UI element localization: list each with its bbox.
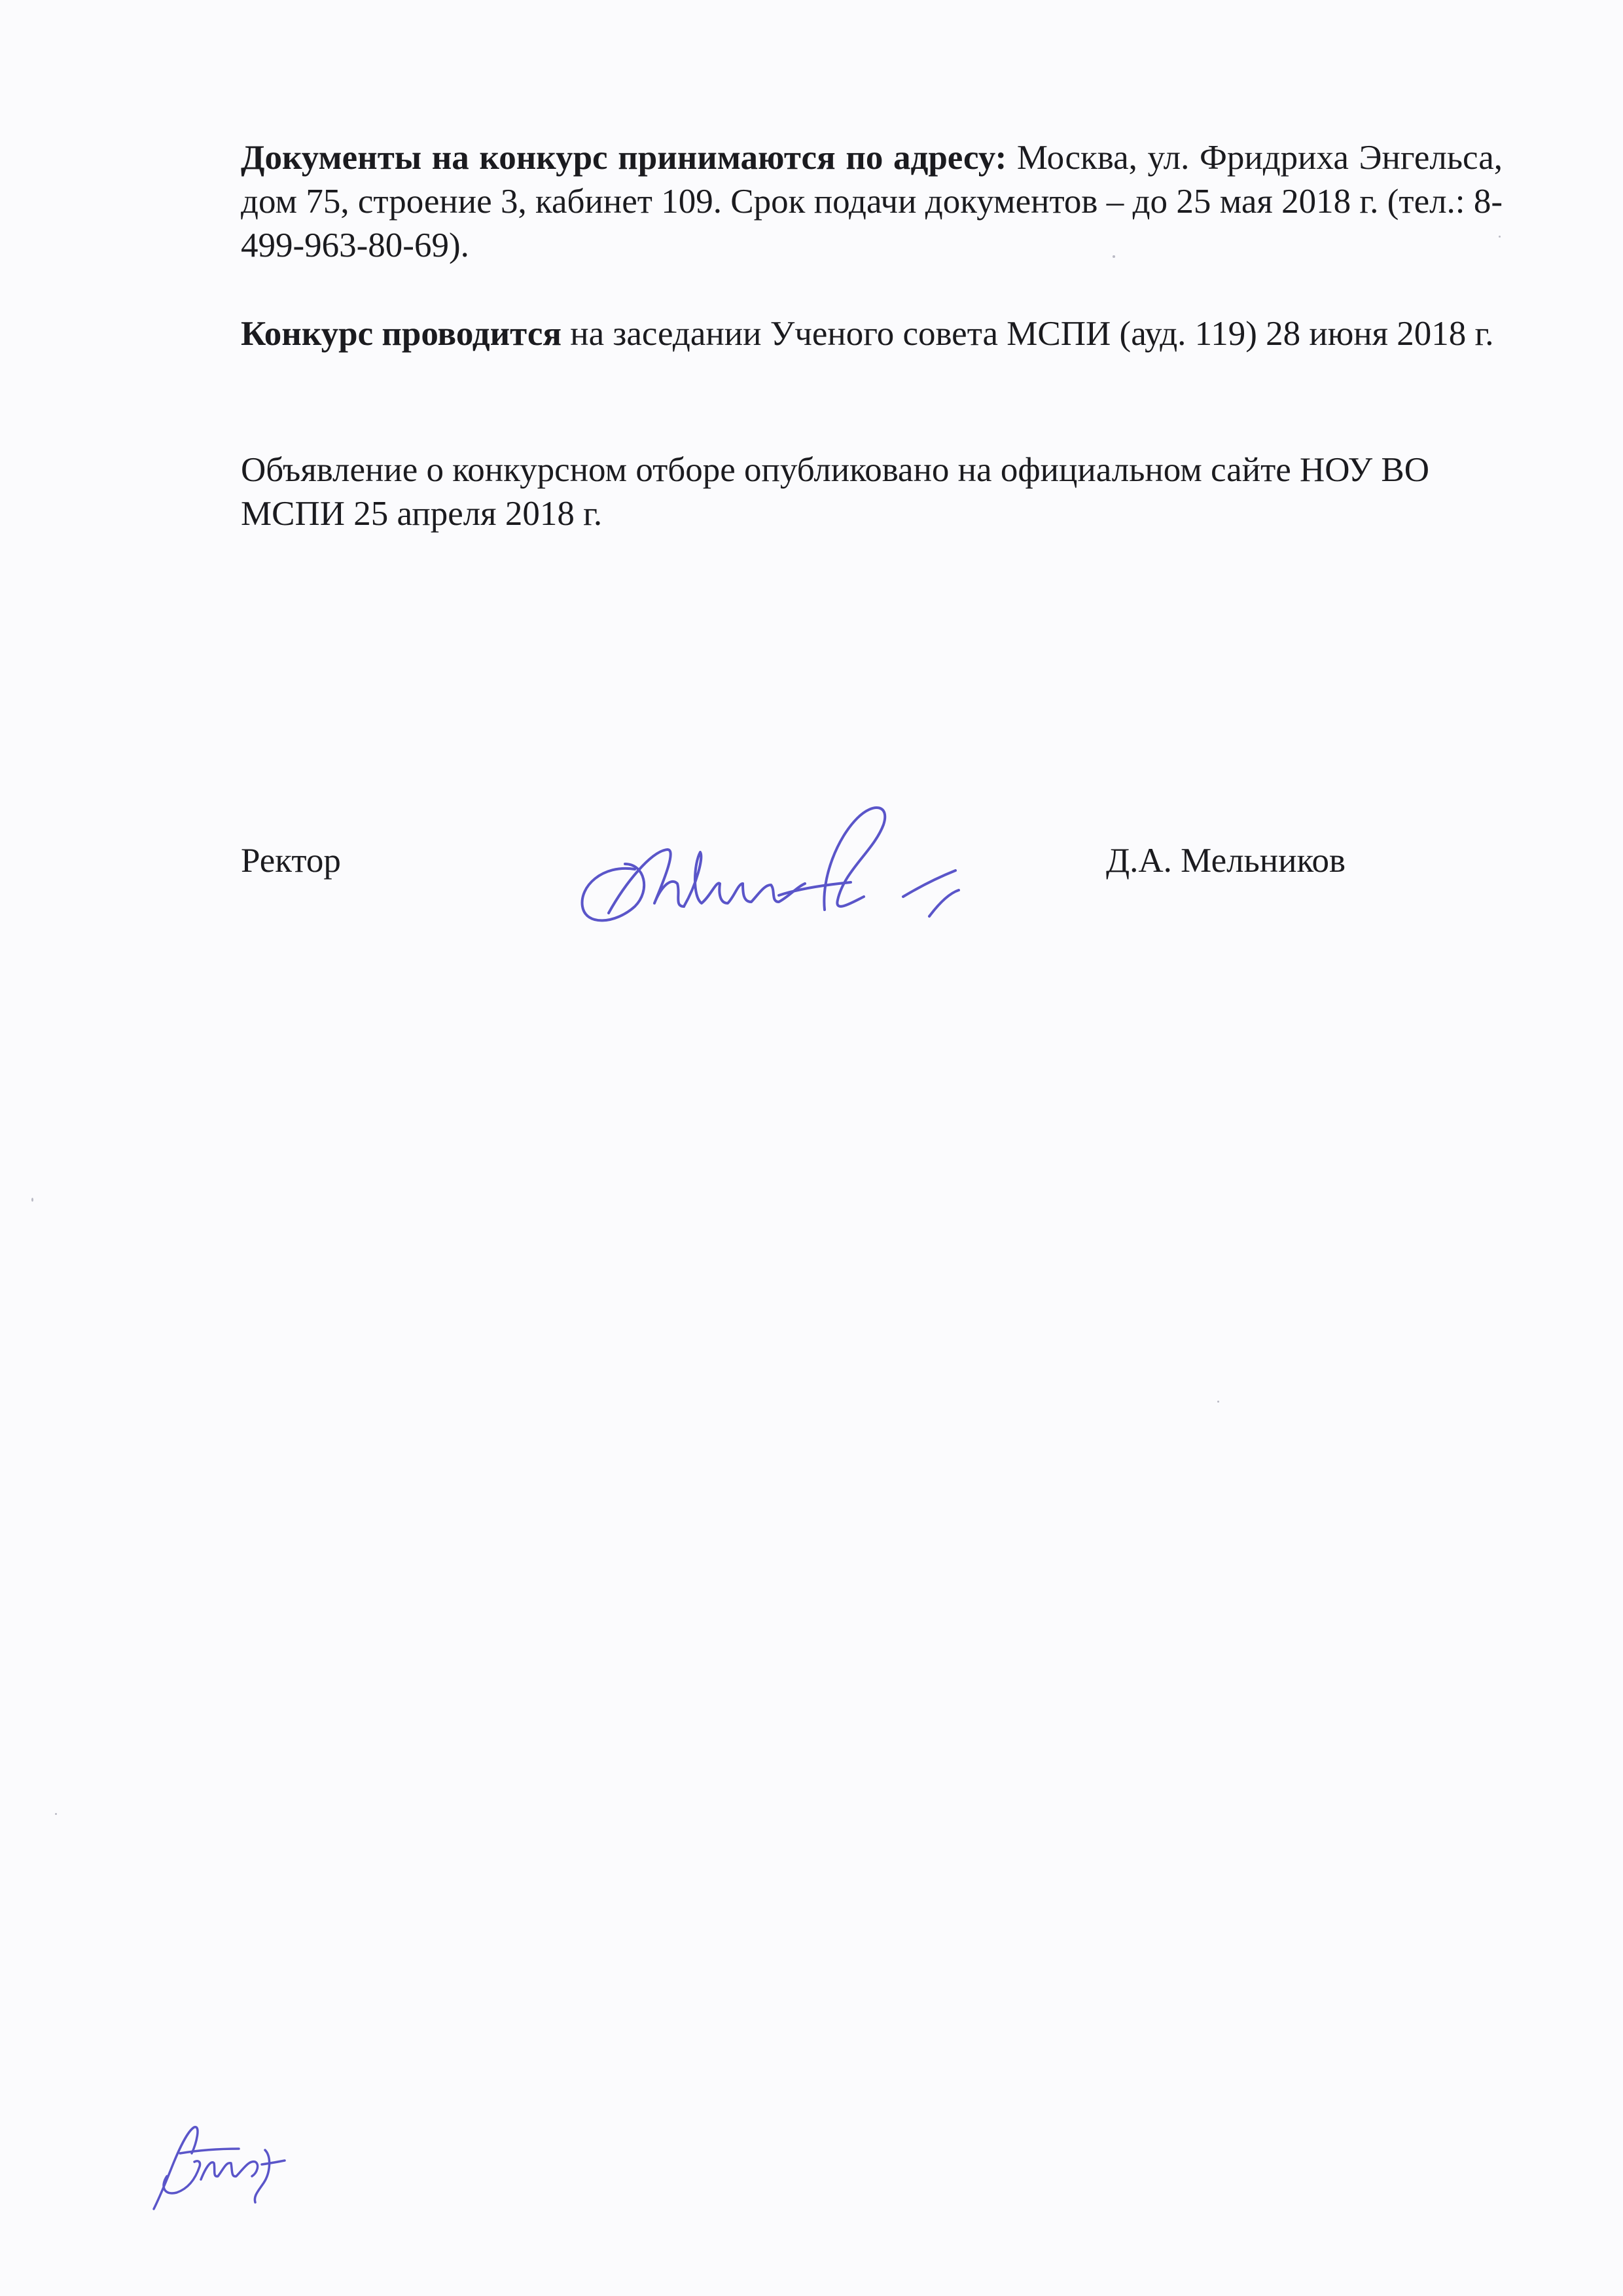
documents-submission-paragraph <box>241 136 1503 268</box>
rector-signature <box>563 772 1021 942</box>
scan-speck <box>1499 236 1501 238</box>
contest-text: на заседании Ученого совета МСПИ (ауд. 119) 28 июня 2018 г. <box>562 315 1494 353</box>
signature-stroke <box>903 870 955 897</box>
scan-speck <box>31 1198 33 1202</box>
signature-stroke <box>582 864 645 920</box>
contest-paragraph <box>241 312 1503 356</box>
signature-stroke <box>929 890 959 916</box>
initials-stroke <box>164 2161 200 2193</box>
rector-title: Ректор <box>241 842 341 880</box>
initials-stroke <box>255 2150 269 2202</box>
initials-stroke <box>154 2127 198 2209</box>
rector-name: Д.А. Мельников <box>1106 842 1346 880</box>
initials-stroke <box>180 2149 239 2153</box>
scan-speck <box>55 1813 57 1815</box>
initials-stroke <box>262 2161 285 2164</box>
scan-speck <box>1217 1401 1219 1403</box>
signature-stroke <box>684 852 805 906</box>
announcement-text: Объявление о конкурсном отборе опубликовано на официальном сайте НОУ ВО МСПИ 25 апреля 2018 г. <box>241 451 1429 533</box>
scan-speck <box>1113 255 1115 258</box>
signature-stroke <box>609 850 684 913</box>
announcement-paragraph <box>241 448 1503 536</box>
documents-submission-text: Москва, ул. Фридриха Энгельса, дом 75, строение 3, кабинет 109. Срок подачи документов – до 25 мая 2018 г. (тел.: 8-499-963-80-69). <box>241 139 1503 264</box>
documents-submission-lead: Документы на конкурс принимаются по адресу: <box>241 139 1007 177</box>
initials-stroke <box>201 2162 258 2179</box>
initials-mark <box>141 2104 298 2215</box>
signature-stroke <box>824 808 885 910</box>
contest-lead: Конкурс проводится <box>241 315 562 353</box>
